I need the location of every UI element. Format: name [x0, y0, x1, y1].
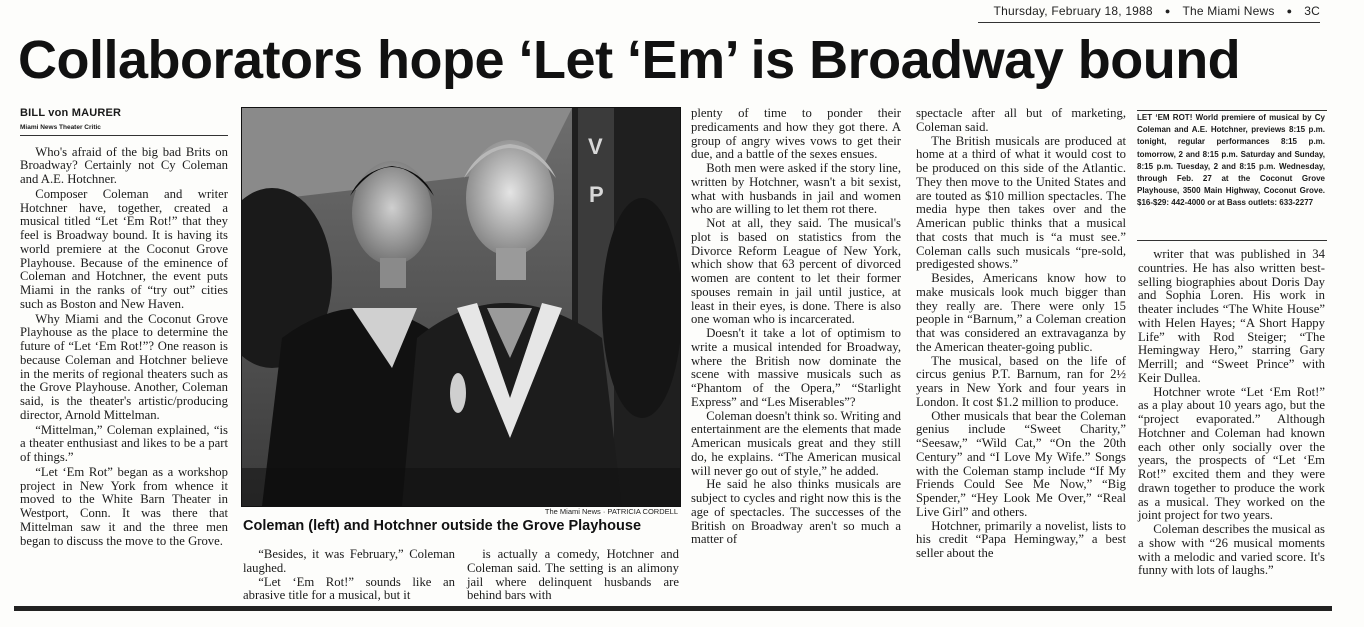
folio-page-number: 3C: [1304, 4, 1320, 18]
photo-coleman-hotchner: [241, 107, 681, 507]
paragraph: “Let ‘Em Rot” began as a workshop project in New York from whence it moved to the White Barn Theater in Westport, Conn. It was there that Mittelman saw it and the three men began to discuss the move to the Grove.: [20, 464, 228, 548]
paragraph: The musical, based on the life of circus genius P.T. Barnum, ran for 2½ years in New York and four years in London. It cost $1.2 million to produce.: [916, 353, 1126, 409]
paragraph: Besides, Americans know how to make musicals look much bigger than they really are. There were only 15 people in “Barnum,” a Coleman creation that was considered an extravaganza by the American theater-going public.: [916, 271, 1126, 354]
sign-letter: V: [588, 134, 603, 159]
paragraph: Hotchner wrote “Let ‘Em Rot!” as a play about 10 years ago, but the “project evaporated.” Although Hotchner and Coleman had known each other only socially over the years, the prospects of “Let ‘Em Rot!” excited them and they were drawn together to produce the work as a musical. They worked on the joint project for two years.: [1138, 384, 1325, 523]
byline-rule: [20, 135, 228, 136]
paragraph: “Let ‘Em Rot!” sounds like an abrasive title for a musical, but it: [243, 574, 455, 603]
under-photo-column-a: [243, 548, 455, 603]
article-column-4: [916, 107, 1126, 561]
paragraph: Not at all, they said. The musical's plot is based on statistics from the Divorce Reform League of New York, which show that 63 percent of divorced women are content to let their former spouses remain in jail until justice, at least in their eyes, is done. There is also one woman who is incarcerated.: [691, 216, 901, 327]
paragraph: “Mittelman,” Coleman explained, “is a theater enthusiast and likes to be a part of things.”: [20, 422, 228, 464]
byline-title: Miami News Theater Critic: [20, 123, 101, 131]
info-box-bottom-rule: [1137, 240, 1327, 241]
photo-caption: Coleman (left) and Hotchner outside the Grove Playhouse: [243, 518, 642, 534]
paragraph: He said he also thinks musicals are subject to cycles and right now this is the age of spectacles. The successes of the British on Broadway aren't so much a matter of: [691, 477, 901, 547]
performance-info-box: LET ‘EM ROT! World premiere of musical by Cy Coleman and A.E. Hotchner, previews 8:15 p.m. tonight, regular performances 8:15 p.m. tomorrow, 2 and 8:15 p.m. Saturday and Sunday, 8:15 p.m. Tuesday, 2 and 8:15 p.m. Wednesday, through Feb. 27 at the Coconut Grove Playhouse, 3500 Main Highway, Coconut Grove. $16-$29: 442-4000 or at Bass outlets: 633-2277: [1137, 113, 1325, 208]
byline-name: BILL von MAURER: [20, 107, 122, 119]
bullet-icon: ●: [1286, 6, 1293, 16]
paragraph: Hotchner, primarily a novelist, lists to his credit “Papa Hemingway,” a best seller about the: [916, 518, 1126, 560]
paragraph: Composer Coleman and writer Hotchner have, together, created a musical titled “Let ‘Em Rot!” that they feel is Broadway bound. It is having its world premiere at the Coconut Grove Playhouse. Because of the eminence of Coleman and Hotchner, the event puts Miami in the ranks of “try out” cities such as Boston and New Haven.: [20, 186, 228, 311]
paragraph: is actually a comedy, Hotchner and Coleman said. The setting is an alimony jail where delinquent husbands are behind bars with: [467, 547, 679, 603]
paragraph: Why Miami and the Coconut Grove Playhouse as the place to determine the future of “Let ‘Em Rot!”? One reason is because Coleman and Hotchner believe in the merits of regional theaters such as the Grove Playhouse. Another, Coleman said, is the theater's artistic/producing director, Arnold Mittelman.: [20, 311, 228, 422]
paragraph: plenty of time to ponder their predicaments and how they got there. A group of angry wives vows to get their due, and a battle of the sexes ensues.: [691, 106, 901, 162]
paragraph: spectacle after all but of marketing, Coleman said.: [916, 106, 1126, 134]
sign-letter: P: [589, 182, 604, 207]
headline: Collaborators hope ‘Let ‘Em’ is Broadway bound: [18, 30, 1241, 90]
paragraph: Both men were asked if the story line, written by Hotchner, wasn't a bit sexist, what with husbands in jail and women who are willing to let them rot there.: [691, 161, 901, 217]
article-column-1: [20, 107, 228, 548]
paragraph: The British musicals are produced at home at a third of what it would cost to be produced on this side of the Atlantic. They then move to the United States and are touted as $10 million spectacles. The media hype then takes over and the American public thinks that a musical that costs that much is “a must see.” Coleman calls such musicals “pre-sold, predigested shows.”: [916, 133, 1126, 272]
folio-paper: The Miami News: [1182, 4, 1275, 18]
bullet-icon: ●: [1164, 6, 1171, 16]
article-column-5: [1138, 248, 1325, 578]
photo-credit: The Miami News · PATRICIA CORDELL: [544, 507, 678, 516]
paragraph: Doesn't it take a lot of optimism to write a musical intended for Broadway, where the British now dominate the scene with massive musicals such as “Phantom of the Opera,” “Starlight Express” and “Les Miserables”?: [691, 326, 901, 409]
paragraph: Other musicals that bear the Coleman genius include “Sweet Charity,” “Seesaw,” “Wild Cat,” “On the 20th Century” and “I Love My Wife.” Songs with the Coleman stamp include “If My Friends Could See Me Now,” “Big Spender,” “Hey Look Me Over,” “Real Live Girl” and others.: [916, 408, 1126, 519]
paragraph: Coleman doesn't think so. Writing and entertainment are the elements that made American musicals great and they still do, he explains. “The American musical will never go out of style,” he added.: [691, 408, 901, 478]
bottom-rule: [14, 606, 1332, 611]
paragraph: writer that was published in 34 countries. He has also written best-selling biographies about Doris Day and Sophia Loren. His work in theater includes “The White House” with Helen Hayes; “A Short Happy Life” with Rod Steiger; “The Hemingway Hero,” starring Gary Merrill; and “Sweet Prince” with Keir Dullea.: [1138, 247, 1325, 385]
paragraph: Who's afraid of the big bad Brits on Broadway? Certainly not Cy Coleman and A.E. Hotchner.: [20, 144, 228, 186]
folio-date: Thursday, February 18, 1988: [993, 4, 1153, 18]
paragraph: Coleman describes the musical as a show with “26 musical moments with a melodic and varied score. It's funny with lots of laughs.”: [1138, 522, 1325, 578]
paragraph: “Besides, it was February,” Coleman laughed.: [243, 547, 455, 575]
page-folio: [994, 4, 1320, 18]
article-column-3: [691, 107, 901, 547]
info-box-top-rule: [1137, 110, 1327, 111]
under-photo-column-b: [467, 548, 679, 603]
